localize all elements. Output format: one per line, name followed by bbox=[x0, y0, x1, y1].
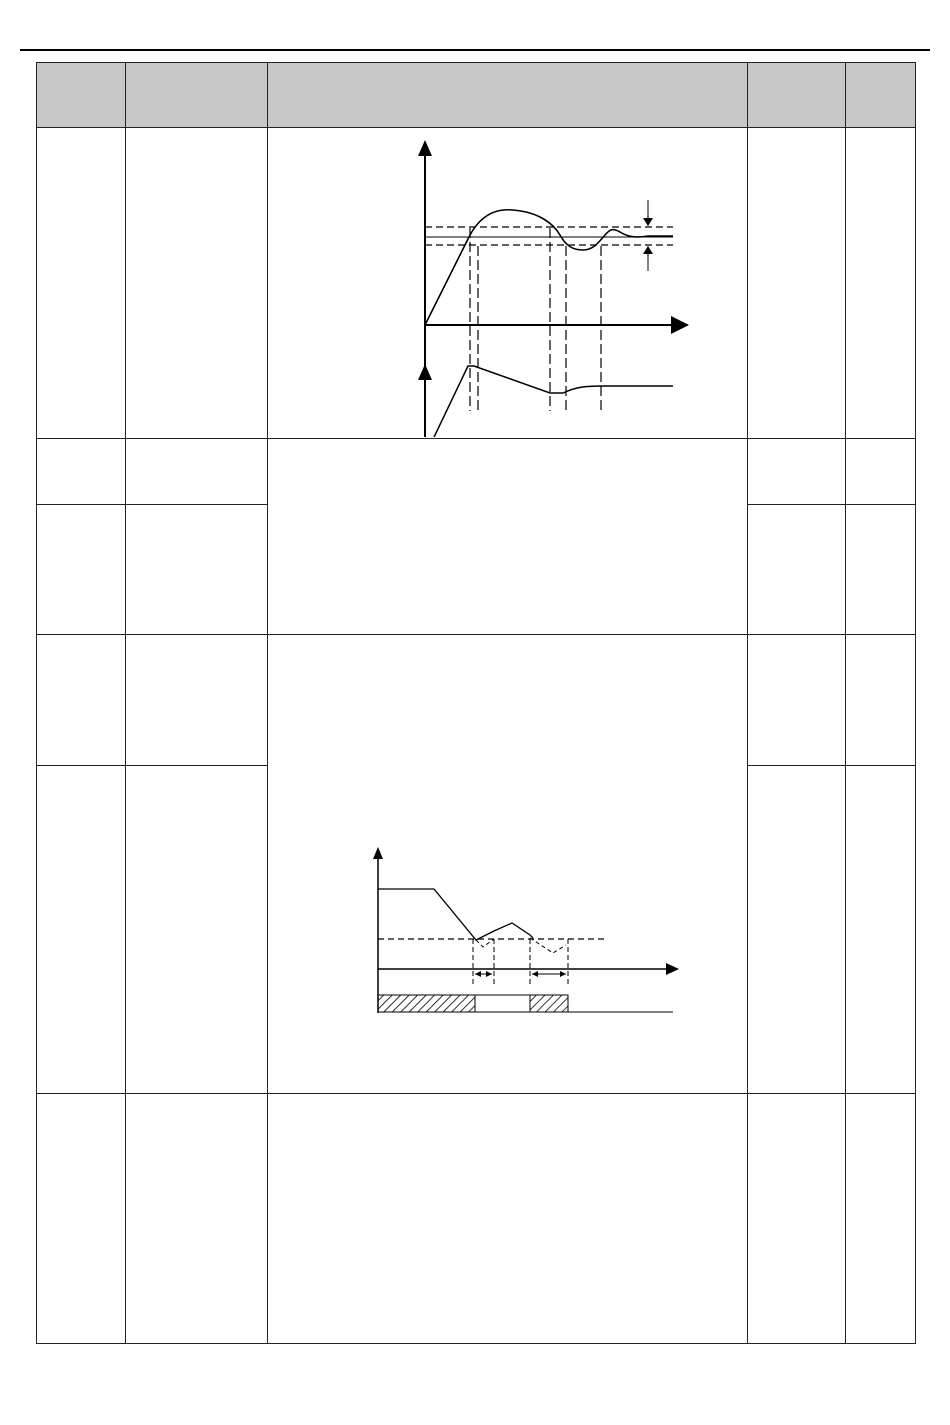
upper-x-arrow-icon bbox=[671, 316, 689, 334]
interval1-left-arrow-icon bbox=[475, 971, 481, 977]
cell-code bbox=[37, 439, 126, 505]
interval2-right-arrow-icon bbox=[560, 971, 566, 977]
cell-default bbox=[748, 766, 846, 1094]
cell-attribute bbox=[846, 128, 916, 439]
cell-default bbox=[748, 439, 846, 505]
cell-name bbox=[126, 1094, 268, 1344]
page-header-rule bbox=[20, 49, 930, 51]
lower-y-arrow-icon bbox=[418, 364, 432, 380]
header-code bbox=[37, 63, 126, 128]
cell-attribute bbox=[846, 635, 916, 766]
cell-code bbox=[37, 635, 126, 766]
table-row bbox=[37, 1094, 916, 1344]
table-row bbox=[37, 128, 916, 439]
table-row bbox=[37, 439, 916, 505]
header-default bbox=[748, 63, 846, 128]
header-description bbox=[268, 63, 748, 128]
cell-description bbox=[268, 635, 748, 1094]
cell-attribute bbox=[846, 439, 916, 505]
header-name bbox=[126, 63, 268, 128]
tolerance-top-arrow-icon bbox=[643, 218, 653, 226]
cell-name bbox=[126, 505, 268, 635]
cell-default bbox=[748, 128, 846, 439]
cell-attribute bbox=[846, 1094, 916, 1344]
cell-name bbox=[126, 128, 268, 439]
cell-name bbox=[126, 766, 268, 1094]
table-header-row bbox=[37, 63, 916, 128]
parameter-table bbox=[36, 62, 916, 1344]
cell-code bbox=[37, 128, 126, 439]
interval2-left-arrow-icon bbox=[532, 971, 538, 977]
cell-code bbox=[37, 1094, 126, 1344]
cell-name bbox=[126, 439, 268, 505]
cell-name bbox=[126, 635, 268, 766]
output-curve bbox=[425, 366, 673, 437]
cell-default bbox=[748, 505, 846, 635]
cell-default bbox=[748, 635, 846, 766]
header-attribute bbox=[846, 63, 916, 128]
cell-description bbox=[268, 439, 748, 635]
cell-code bbox=[37, 505, 126, 635]
cell-code bbox=[37, 766, 126, 1094]
sleep-x-arrow-icon bbox=[666, 963, 679, 975]
run-state-gap bbox=[475, 995, 530, 1012]
frequency-curve bbox=[378, 889, 533, 940]
cell-description bbox=[268, 1094, 748, 1344]
cell-attribute bbox=[846, 766, 916, 1094]
response-diagram bbox=[268, 128, 746, 437]
cell-attribute bbox=[846, 505, 916, 635]
interval1-right-arrow-icon bbox=[486, 971, 492, 977]
run-state-bar-1 bbox=[378, 995, 475, 1012]
cell-default bbox=[748, 1094, 846, 1344]
run-state-bar-2 bbox=[530, 995, 568, 1012]
upper-y-arrow-icon bbox=[418, 140, 432, 156]
cell-description bbox=[268, 128, 748, 439]
tolerance-bottom-arrow-icon bbox=[643, 246, 653, 254]
sleep-wake-diagram bbox=[268, 635, 746, 1091]
table-row bbox=[37, 635, 916, 766]
sleep-y-arrow-icon bbox=[373, 847, 383, 859]
